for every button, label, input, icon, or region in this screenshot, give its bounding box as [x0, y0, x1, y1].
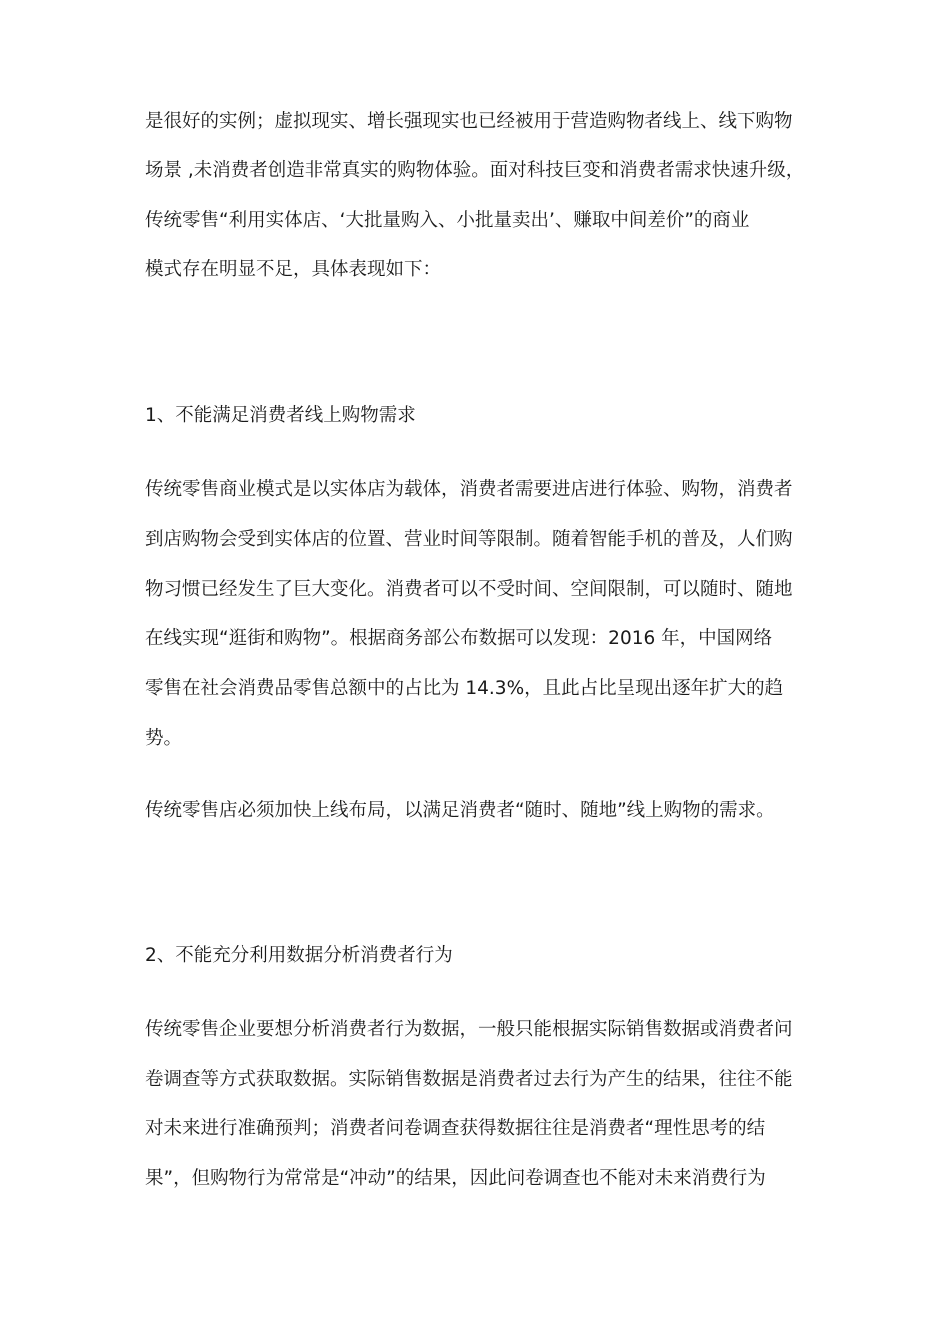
text-line: 模式存在明显不足，具体表现如下： — [145, 259, 442, 280]
text-line: 在线实现“逛街和购物”。根据商务部公布数据可以发现：2016 年，中国网络 — [145, 628, 773, 649]
text-line: 卷调查等方式获取数据。实际销售数据是消费者过去行为产生的结果，往往不能 — [145, 1069, 793, 1090]
text-line: 对未来进行准确预判；消费者问卷调查获得数据往往是消费者“理性思考的结 — [145, 1118, 766, 1139]
text-line: 场景 ,未消费者创造非常真实的购物体验。面对科技巨变和消费者需求快速升级， — [145, 160, 805, 181]
text-line: 传统零售企业要想分析消费者行为数据，一般只能根据实际销售数据或消费者问 — [145, 1019, 793, 1040]
text-line: 传统零售“利用实体店、‘大批量购入、小批量卖出’、赚取中间差价”的商业 — [145, 210, 750, 231]
heading-text: 1、不能满足消费者线上购物需求 — [145, 405, 416, 426]
text-line: 果”，但购物行为常常是“冲动”的结果，因此问卷调查也不能对未来消费行为 — [145, 1168, 766, 1189]
text-line: 到店购物会受到实体店的位置、营业时间等限制。随着智能手机的普及，人们购 — [145, 529, 793, 550]
heading-text: 2、不能充分利用数据分析消费者行为 — [145, 945, 453, 966]
text-line: 零售在社会消费品零售总额中的占比为 14.3%，且此占比呈现出逐年扩大的趋 — [145, 678, 784, 699]
text-line: 物习惯已经发生了巨大变化。消费者可以不受时间、空间限制，可以随时、随地 — [145, 579, 793, 600]
text-line: 势。 — [145, 728, 183, 749]
text-line: 传统零售店必须加快上线布局，以满足消费者“随时、随地”线上购物的需求。 — [145, 800, 775, 821]
text-line: 是很好的实例；虚拟现实、增长强现实也已经被用于营造购物者线上、线下购物 — [145, 111, 793, 132]
text-line: 传统零售商业模式是以实体店为载体，消费者需要进店进行体验、购物，消费者 — [145, 479, 793, 500]
